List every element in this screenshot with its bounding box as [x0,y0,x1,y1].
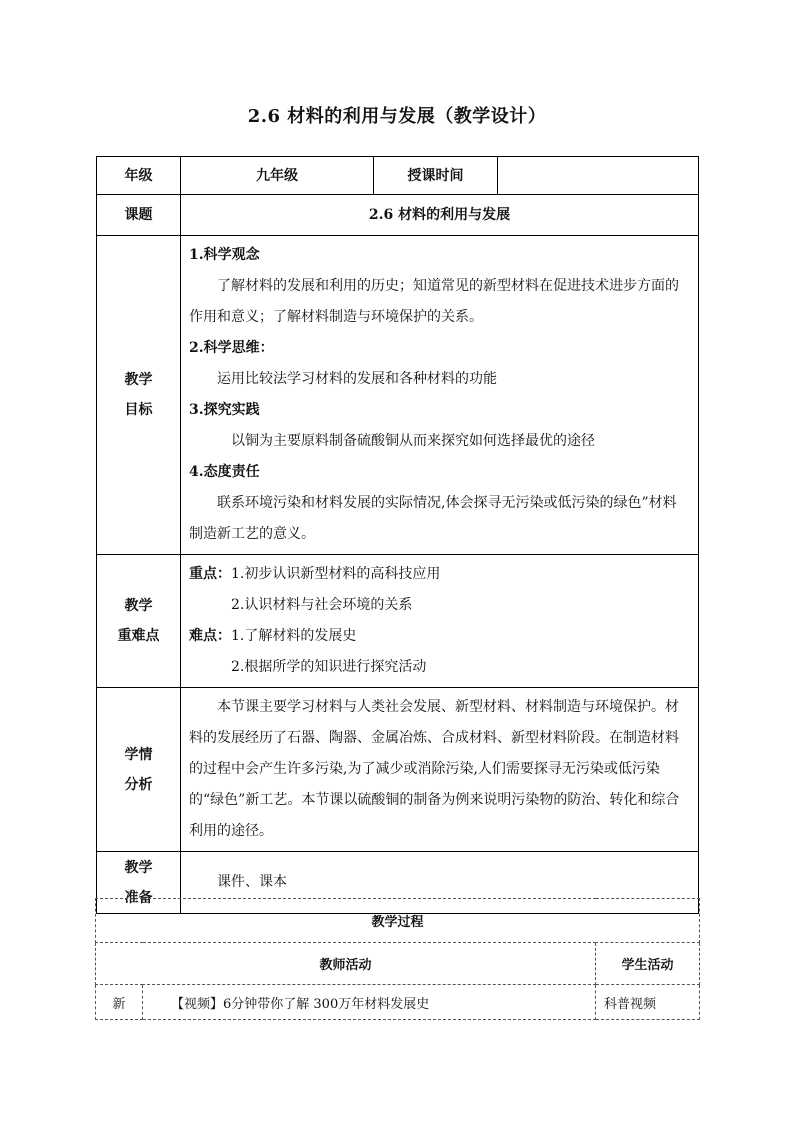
topic-value: 2.6 材料的利用与发展 [181,195,699,236]
grade-value: 九年级 [181,157,374,195]
analysis-label-line1: 学情 [124,746,153,763]
key-point-text: 2.认识材料与社会环境的关系 [231,597,413,613]
goal-heading: 3.探究实践 [189,402,260,418]
analysis-text: 本节课主要学习材料与人类社会发展、新型材料、材料制造与环境保护。材料的发展经历了石器、陶器、金属冶炼、合成材料、新型材料阶段。在制造材料的过程中会产生许多污染,为了减少或消除污染,人们需要探寻无污染或低污染的“绿色”新工艺。本节课以硫酸铜的制备为例来说明污染物的防治、转化和综合利用的途径。 [189,699,680,839]
goal-text: 运用比较法学习材料的发展和各种材料的功能 [217,371,497,387]
topic-label: 课题 [97,195,181,236]
analysis-row [97,688,699,852]
grade-row [97,157,699,195]
topic-row [97,195,699,236]
prep-value: 课件、课本 [217,874,287,890]
key-point-line [189,559,690,590]
process-title-row [96,899,700,943]
student-activity-header: 学生活动 [596,943,700,985]
key-points-content [181,555,699,688]
analysis-label-line2: 分析 [124,776,153,793]
time-label: 授课时间 [374,157,498,195]
difficult-point-line [189,621,690,652]
goal-text: 了解材料的发展和利用的历史；知道常见的新型材料在促进技术进步方面的作用和意义；了解材料制造与环境保护的关系。 [189,278,679,325]
key-points-row [97,555,699,688]
prep-label-line2: 准备 [124,889,153,906]
process-row-teacher: 【视频】6分钟带你了解 300万年材料发展史 [143,985,596,1020]
process-row-student: 科普视频 [596,985,700,1020]
goals-label-line2: 目标 [124,402,153,418]
goal-heading: 4.态度责任 [189,464,260,480]
process-header-row [96,943,700,985]
key-label-line2: 重难点 [117,628,160,644]
difficult-point-text: 1.了解材料的发展史 [231,628,357,644]
goal-heading: 1.科学观念 [189,247,260,263]
goals-label [97,236,181,555]
difficult-point-text: 2.根据所学的知识进行探究活动 [231,659,427,675]
goal-heading: 2.科学思维： [189,340,274,356]
key-point-text: 1.初步认识新型材料的高科技应用 [231,566,441,582]
goals-content [181,236,699,555]
process-title: 教学过程 [96,899,700,943]
grade-label: 年级 [97,157,181,195]
prep-label-line1: 教学 [124,859,153,876]
page-title: 2.6 材料的利用与发展（教学设计） [247,106,547,127]
key-points-label [97,555,181,688]
analysis-content [181,688,699,852]
goal-text: 以铜为主要原料制备硫酸铜从而来探究如何选择最优的途径 [231,433,595,449]
process-row-label: 新 [96,985,143,1020]
key-label-line1: 教学 [124,598,153,614]
key-point-heading: 重点： [189,566,231,582]
time-value [498,157,699,195]
process-row [96,985,700,1020]
goals-label-line1: 教学 [124,372,153,388]
lesson-info-table [96,156,699,914]
difficult-point-heading: 难点： [189,628,231,644]
teacher-activity-header: 教师活动 [96,943,596,985]
goals-row [97,236,699,555]
analysis-label [97,688,181,852]
teaching-process-table [95,898,700,1020]
goal-text: 联系环境污染和材料发展的实际情况,体会探寻无污染或低污染的绿色”材料制造新工艺的意义。 [189,495,677,542]
